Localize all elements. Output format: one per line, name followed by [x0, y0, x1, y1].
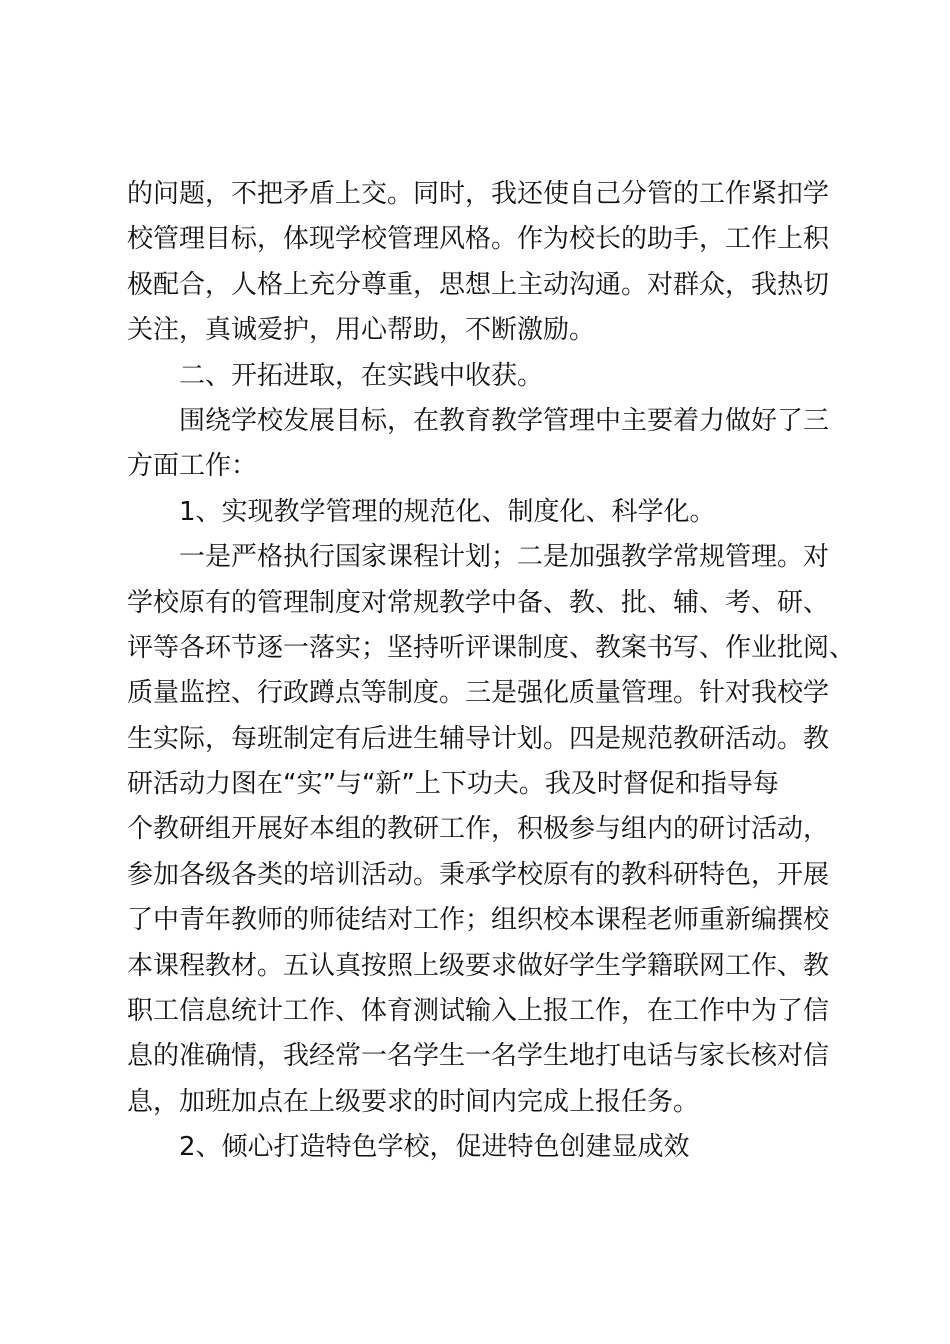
text-line: 质量监控、行政蹲点等制度。三是强化质量管理。针对我校学 — [127, 678, 830, 709]
body-text — [127, 172, 856, 1171]
text-line: 评等各环节逐一落实；坚持听评课制度、教案书写、作业批阅、 — [127, 632, 856, 663]
text-line: 极配合，人格上充分尊重，思想上主动沟通。对群众，我热切 — [127, 269, 830, 300]
text-line: 了中青年教师的师徒结对工作；组织校本课程老师重新编撰校 — [127, 905, 830, 936]
text-line: 2、倾心打造特色学校，促进特色创建显成效 — [179, 1132, 690, 1163]
text-line: 本课程教材。五认真按照上级要求做好学生学籍联网工作、教 — [127, 950, 830, 981]
text-line: 息，加班加点在上级要求的时间内完成上报任务。 — [127, 1086, 700, 1117]
text-line: 校管理目标，体现学校管理风格。作为校长的助手，工作上积 — [127, 224, 830, 255]
text-line: 的问题，不把矛盾上交。同时，我还使自己分管的工作紧扣学 — [127, 179, 830, 209]
text-line: 个教研组开展好本组的教研工作，积极参与组内的研讨活动， — [127, 814, 830, 845]
text-line: 围绕学校发展目标，在教育教学管理中主要着力做好了三 — [179, 405, 830, 436]
text-line: 二、开拓进取，在实践中收获。 — [179, 360, 544, 391]
text-line: 一是严格执行国家课程计划；二是加强教学常规管理。对 — [179, 542, 830, 573]
text-line: 参加各级各类的培训活动。秉承学校原有的教科研特色，开展 — [127, 859, 830, 890]
text-line: 研活动力图在“实”与“新”上下功夫。我及时督促和指导每 — [127, 769, 779, 800]
text-line: 生实际，每班制定有后进生辅导计划。四是规范教研活动。教 — [127, 723, 830, 754]
text-line: 关注，真诚爱护，用心帮助，不断激励。 — [127, 315, 596, 346]
text-line: 息的准确情，我经常一名学生一名学生地打电话与家长核对信 — [127, 1041, 830, 1072]
text-line: 1、实现教学管理的规范化、制度化、科学化。 — [179, 496, 716, 527]
text-line: 方面工作： — [127, 451, 258, 482]
text-line: 学校原有的管理制度对常规教学中备、教、批、辅、考、研、 — [127, 587, 830, 618]
text-line: 职工信息统计工作、体育测试输入上报工作，在工作中为了信 — [127, 996, 830, 1027]
